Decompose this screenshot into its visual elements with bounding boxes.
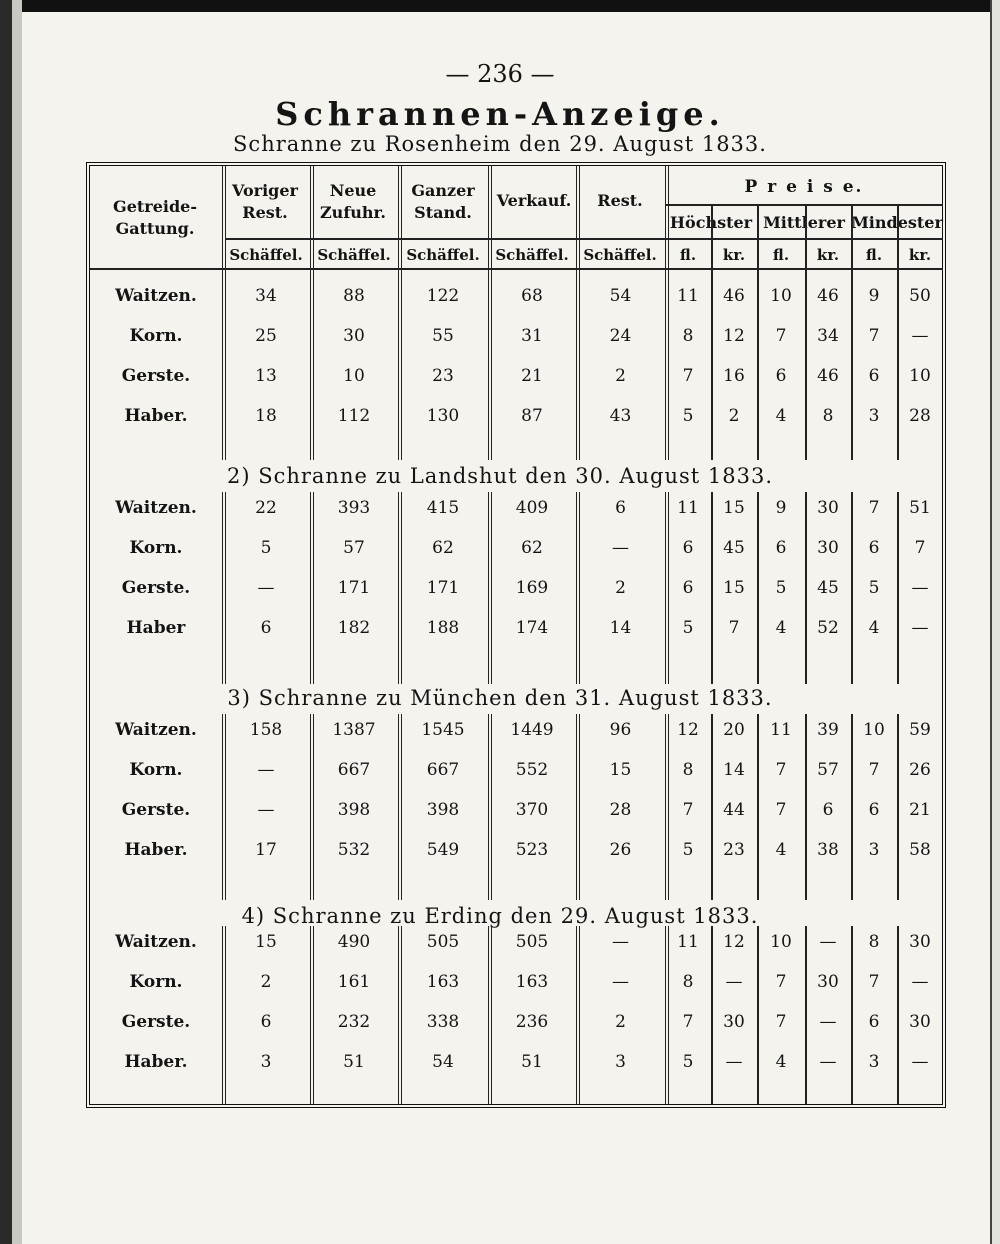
cell-rest: 2 — [615, 1012, 626, 1032]
cell-hoechster-fl: 5 — [682, 1052, 694, 1072]
cell-verkauf: 163 — [515, 972, 549, 992]
cell-verkauf: 51 — [521, 1052, 543, 1072]
cell-ganzer-stand: 398 — [426, 800, 460, 820]
cell-mindester-fl: 3 — [868, 840, 880, 860]
cell-hoechster-kr: 46 — [723, 286, 745, 306]
cell-neue-zufuhr: 232 — [337, 1012, 371, 1032]
header-bottom-rule — [90, 268, 943, 270]
cell-mittlerer-fl: 10 — [770, 932, 792, 952]
cell-voriger-rest: 6 — [260, 618, 272, 638]
page-number: — 236 — — [445, 60, 555, 88]
table-row — [0, 830, 1000, 870]
cell-mindester-kr: — — [911, 972, 929, 992]
cell-voriger-rest: — — [257, 578, 275, 598]
cell-rest: 3 — [615, 1052, 626, 1072]
cell-grain: Gerste. — [121, 578, 191, 598]
header-preise: P r e i s e. — [744, 177, 864, 197]
cell-verkauf: 409 — [515, 498, 549, 518]
cell-mindester-kr: — — [911, 578, 929, 598]
cell-hoechster-fl: 6 — [682, 578, 694, 598]
cell-rest: 26 — [609, 840, 632, 860]
cell-hoechster-fl: 8 — [682, 760, 694, 780]
unit-fl-mindester: fl. — [865, 246, 883, 264]
page-title: Schrannen-Anzeige. — [275, 95, 725, 133]
cell-ganzer-stand: 122 — [426, 286, 460, 306]
cell-neue-zufuhr: 112 — [337, 406, 371, 426]
cell-neue-zufuhr: 490 — [337, 932, 371, 952]
cell-ganzer-stand: 1545 — [421, 720, 465, 740]
cell-neue-zufuhr: 398 — [337, 800, 371, 820]
cell-mittlerer-kr: 57 — [817, 760, 839, 780]
header-mittlerer: Mittlerer — [763, 213, 845, 232]
cell-mindester-kr: — — [911, 326, 929, 346]
cell-mittlerer-fl: 9 — [775, 498, 787, 518]
cell-verkauf: 523 — [515, 840, 549, 860]
unit-kr-mindester: kr. — [908, 246, 932, 264]
cell-mittlerer-fl: 4 — [775, 840, 787, 860]
cell-neue-zufuhr: 57 — [343, 538, 365, 558]
cell-mittlerer-fl: 10 — [770, 286, 792, 306]
cell-hoechster-fl: 12 — [677, 720, 699, 740]
cell-mindester-fl: 7 — [868, 972, 880, 992]
unit-schaeffel-1: Schäffel. — [229, 246, 303, 264]
cell-ganzer-stand: 415 — [426, 498, 460, 518]
cell-mittlerer-fl: 4 — [775, 618, 787, 638]
cell-voriger-rest: 34 — [255, 286, 277, 306]
cell-mindester-kr: 50 — [909, 286, 931, 306]
cell-grain: Korn. — [129, 326, 183, 346]
cell-hoechster-kr: 15 — [723, 578, 745, 598]
cell-hoechster-kr: 30 — [723, 1012, 745, 1032]
header-ganzer-stand: Ganzer Stand. — [411, 181, 475, 222]
cell-rest: 6 — [615, 498, 626, 518]
preise-rule — [665, 204, 943, 206]
cell-grain: Gerste. — [121, 1012, 191, 1032]
unit-schaeffel-5: Schäffel. — [583, 246, 657, 264]
cell-rest: — — [612, 538, 629, 558]
cell-mittlerer-fl: 7 — [775, 1012, 787, 1032]
cell-neue-zufuhr: 171 — [337, 578, 371, 598]
cell-mindester-fl: 5 — [868, 578, 880, 598]
cell-ganzer-stand: 54 — [432, 1052, 454, 1072]
cell-voriger-rest: 25 — [255, 326, 277, 346]
cell-ganzer-stand: 338 — [426, 1012, 460, 1032]
cell-rest: 2 — [615, 578, 626, 598]
cell-ganzer-stand: 171 — [426, 578, 460, 598]
cell-mittlerer-kr: 8 — [822, 406, 834, 426]
cell-mindester-kr: 58 — [909, 840, 931, 860]
cell-verkauf: 370 — [515, 800, 549, 820]
cell-hoechster-kr: 45 — [723, 538, 745, 558]
cell-mindester-fl: 9 — [868, 286, 880, 306]
cell-voriger-rest: 15 — [255, 932, 277, 952]
section-title-landshut: 2) Schranne zu Landshut den 30. August 1833. — [226, 464, 774, 488]
cell-ganzer-stand: 667 — [426, 760, 460, 780]
cell-mittlerer-fl: 6 — [775, 538, 787, 558]
cell-mittlerer-kr: 6 — [822, 800, 834, 820]
table-row — [0, 1002, 1000, 1042]
table-row — [0, 396, 1000, 436]
cell-mittlerer-fl: 7 — [775, 760, 787, 780]
cell-mindester-kr: — — [911, 1052, 929, 1072]
cell-mindester-kr: 10 — [909, 366, 931, 386]
cell-hoechster-kr: 15 — [723, 498, 745, 518]
table-row — [0, 790, 1000, 830]
cell-mittlerer-kr: 52 — [817, 618, 839, 638]
cell-ganzer-stand: 23 — [432, 366, 454, 386]
cell-grain: Gerste. — [121, 800, 191, 820]
cell-mittlerer-fl: 7 — [775, 800, 787, 820]
cell-verkauf: 552 — [515, 760, 549, 780]
cell-verkauf: 169 — [515, 578, 549, 598]
cell-hoechster-fl: 7 — [682, 366, 694, 386]
cell-voriger-rest: 22 — [255, 498, 277, 518]
cell-mindester-fl: 3 — [868, 1052, 880, 1072]
cell-hoechster-fl: 11 — [677, 932, 699, 952]
scan-top-edge — [0, 0, 1000, 12]
cell-voriger-rest: 18 — [255, 406, 277, 426]
cell-mindester-kr: 30 — [909, 932, 931, 952]
header-grain-type: Getreide-Gattung. — [113, 197, 197, 238]
cell-ganzer-stand: 549 — [426, 840, 460, 860]
cell-mindester-fl: 6 — [868, 366, 880, 386]
cell-hoechster-kr: 2 — [728, 406, 740, 426]
cell-neue-zufuhr: 393 — [337, 498, 371, 518]
cell-grain: Gerste. — [121, 366, 191, 386]
cell-mittlerer-fl: 7 — [775, 326, 787, 346]
cell-rest: 28 — [609, 800, 632, 820]
cell-voriger-rest: 6 — [260, 1012, 272, 1032]
cell-mittlerer-kr: 30 — [817, 498, 839, 518]
cell-mindester-fl: 7 — [868, 326, 880, 346]
cell-grain: Korn. — [129, 760, 183, 780]
header-neue-zufuhr: Neue Zufuhr. — [320, 181, 386, 222]
cell-hoechster-kr: — — [725, 972, 743, 992]
unit-schaeffel-4: Schäffel. — [495, 246, 569, 264]
cell-grain: Korn. — [129, 538, 183, 558]
cell-rest: — — [612, 972, 629, 992]
cell-hoechster-fl: 11 — [677, 498, 699, 518]
cell-voriger-rest: 13 — [255, 366, 277, 386]
cell-voriger-rest: 2 — [260, 972, 272, 992]
cell-mindester-fl: 6 — [868, 800, 880, 820]
cell-verkauf: 236 — [515, 1012, 549, 1032]
unit-fl-mittlerer: fl. — [772, 246, 790, 264]
cell-neue-zufuhr: 10 — [343, 366, 365, 386]
cell-mindester-kr: 30 — [909, 1012, 931, 1032]
cell-ganzer-stand: 62 — [432, 538, 454, 558]
cell-neue-zufuhr: 182 — [337, 618, 371, 638]
cell-mittlerer-kr: 34 — [817, 326, 839, 346]
cell-mittlerer-fl: 5 — [775, 578, 787, 598]
cell-hoechster-fl: 8 — [682, 972, 694, 992]
cell-mittlerer-kr: 30 — [817, 538, 839, 558]
section-title-rosenheim: Schranne zu Rosenheim den 29. August 1833. — [233, 132, 767, 156]
header-mindester: Mindester — [851, 213, 943, 232]
unit-kr-hoechster: kr. — [722, 246, 746, 264]
header-verkauf: Verkauf. — [496, 191, 572, 210]
cell-grain: Korn. — [129, 972, 183, 992]
cell-mindester-kr: 26 — [909, 760, 931, 780]
cell-mindester-fl: 7 — [868, 498, 880, 518]
cell-grain: Haber. — [124, 840, 188, 860]
header-rest: Rest. — [597, 191, 643, 210]
table-row — [0, 710, 1000, 750]
cell-mittlerer-fl: 6 — [775, 366, 787, 386]
cell-mindester-fl: 10 — [863, 720, 885, 740]
table-row — [0, 568, 1000, 608]
cell-hoechster-kr: 12 — [723, 326, 745, 346]
unit-schaeffel-2: Schäffel. — [317, 246, 391, 264]
table-row — [0, 922, 1000, 962]
cell-neue-zufuhr: 667 — [337, 760, 371, 780]
cell-mittlerer-kr: 39 — [817, 720, 839, 740]
cell-rest: 14 — [609, 618, 632, 638]
cell-mittlerer-kr: 46 — [817, 366, 839, 386]
cell-ganzer-stand: 163 — [426, 972, 460, 992]
cell-mindester-fl: 8 — [868, 932, 880, 952]
cell-rest: 54 — [609, 286, 632, 306]
cell-grain: Haber. — [124, 406, 188, 426]
cell-hoechster-kr: 44 — [723, 800, 745, 820]
table-row — [0, 962, 1000, 1002]
cell-hoechster-fl: 5 — [682, 840, 694, 860]
cell-mindester-kr: 7 — [914, 538, 926, 558]
table-row — [0, 750, 1000, 790]
cell-mindester-kr: 51 — [909, 498, 931, 518]
cell-hoechster-kr: 7 — [728, 618, 740, 638]
cell-mindester-kr: 59 — [909, 720, 931, 740]
cell-mittlerer-kr: — — [819, 1012, 837, 1032]
table-row — [0, 356, 1000, 396]
cell-hoechster-kr: 20 — [723, 720, 745, 740]
unit-schaeffel-3: Schäffel. — [406, 246, 480, 264]
cell-grain: Waitzen. — [115, 498, 197, 518]
cell-mittlerer-fl: 7 — [775, 972, 787, 992]
cell-rest: 2 — [615, 366, 626, 386]
table-row — [0, 316, 1000, 356]
cell-voriger-rest: 5 — [260, 538, 272, 558]
section-title-erding: 4) Schranne zu Erding den 29. August 1833. — [241, 904, 759, 928]
cell-hoechster-fl: 5 — [682, 618, 694, 638]
cell-mittlerer-kr: 46 — [817, 286, 839, 306]
cell-neue-zufuhr: 1387 — [332, 720, 376, 740]
cell-grain: Haber — [126, 618, 186, 638]
cell-mindester-fl: 3 — [868, 406, 880, 426]
cell-voriger-rest: 158 — [249, 720, 283, 740]
cell-hoechster-kr: 12 — [723, 932, 745, 952]
cell-mittlerer-fl: 4 — [775, 1052, 787, 1072]
cell-rest: 24 — [609, 326, 632, 346]
cell-voriger-rest: — — [257, 760, 275, 780]
table-row — [0, 276, 1000, 316]
cell-neue-zufuhr: 51 — [343, 1052, 365, 1072]
cell-grain: Waitzen. — [115, 720, 197, 740]
cell-mindester-fl: 4 — [868, 618, 880, 638]
table-row — [0, 608, 1000, 648]
cell-neue-zufuhr: 161 — [337, 972, 371, 992]
cell-ganzer-stand: 130 — [426, 406, 460, 426]
cell-mittlerer-kr: — — [819, 932, 837, 952]
cell-hoechster-fl: 5 — [682, 406, 694, 426]
cell-mittlerer-kr: 45 — [817, 578, 839, 598]
cell-ganzer-stand: 55 — [432, 326, 454, 346]
cell-grain: Waitzen. — [115, 932, 197, 952]
cell-hoechster-fl: 11 — [677, 286, 699, 306]
cell-rest: — — [612, 932, 629, 952]
section-title-muenchen: 3) Schranne zu München den 31. August 1833. — [227, 686, 773, 710]
cell-hoechster-fl: 8 — [682, 326, 694, 346]
cell-hoechster-fl: 7 — [682, 1012, 694, 1032]
cell-hoechster-kr: — — [725, 1052, 743, 1072]
cell-verkauf: 174 — [515, 618, 549, 638]
cell-mittlerer-fl: 4 — [775, 406, 787, 426]
cell-grain: Waitzen. — [115, 286, 197, 306]
cell-rest: 43 — [609, 406, 632, 426]
cell-neue-zufuhr: 532 — [337, 840, 371, 860]
cell-mittlerer-kr: 30 — [817, 972, 839, 992]
unit-fl-hoechster: fl. — [679, 246, 697, 264]
cell-ganzer-stand: 505 — [426, 932, 460, 952]
cell-mindester-fl: 6 — [868, 538, 880, 558]
table-row — [0, 488, 1000, 528]
header-hoechster: Höchster — [669, 213, 753, 232]
cell-mittlerer-fl: 11 — [770, 720, 792, 740]
cell-verkauf: 87 — [521, 406, 543, 426]
table-row — [0, 1042, 1000, 1082]
unit-rule — [225, 238, 943, 240]
cell-rest: 15 — [609, 760, 632, 780]
cell-voriger-rest: — — [257, 800, 275, 820]
table-row — [0, 528, 1000, 568]
header-voriger-rest: Voriger Rest. — [232, 181, 298, 222]
cell-hoechster-kr: 16 — [723, 366, 745, 386]
cell-neue-zufuhr: 88 — [343, 286, 365, 306]
cell-mindester-kr: 28 — [909, 406, 931, 426]
cell-ganzer-stand: 188 — [426, 618, 460, 638]
cell-mindester-fl: 7 — [868, 760, 880, 780]
cell-verkauf: 1449 — [510, 720, 554, 740]
cell-mindester-kr: 21 — [909, 800, 931, 820]
cell-hoechster-fl: 7 — [682, 800, 694, 820]
cell-mittlerer-kr: — — [819, 1052, 837, 1072]
cell-grain: Haber. — [124, 1052, 188, 1072]
cell-mittlerer-kr: 38 — [817, 840, 839, 860]
cell-verkauf: 505 — [515, 932, 549, 952]
cell-verkauf: 31 — [521, 326, 543, 346]
cell-voriger-rest: 17 — [255, 840, 277, 860]
cell-mindester-fl: 6 — [868, 1012, 880, 1032]
cell-verkauf: 21 — [521, 366, 543, 386]
cell-verkauf: 68 — [521, 286, 543, 306]
cell-hoechster-kr: 23 — [723, 840, 745, 860]
cell-neue-zufuhr: 30 — [343, 326, 365, 346]
cell-hoechster-kr: 14 — [723, 760, 745, 780]
cell-hoechster-fl: 6 — [682, 538, 694, 558]
cell-verkauf: 62 — [521, 538, 543, 558]
cell-rest: 96 — [609, 720, 632, 740]
unit-kr-mittlerer: kr. — [816, 246, 840, 264]
cell-mindester-kr: — — [911, 618, 929, 638]
cell-voriger-rest: 3 — [260, 1052, 272, 1072]
